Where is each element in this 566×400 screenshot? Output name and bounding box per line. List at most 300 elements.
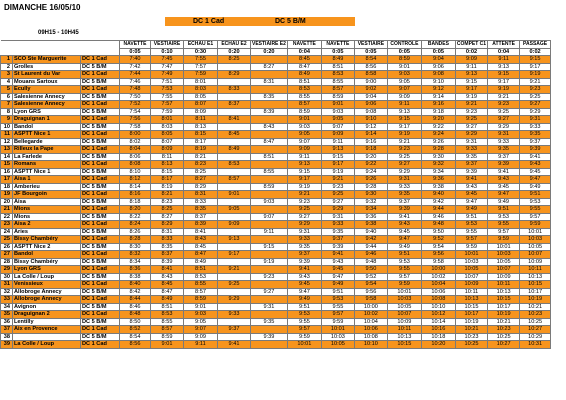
division: DC 1 Cad (81, 341, 120, 349)
row-number: 31 (1, 281, 13, 289)
row-number: 12 (1, 138, 13, 146)
time-cell: 10:02 (421, 273, 455, 281)
time-cell: 9:33 (387, 183, 421, 191)
time-cell: 8:27 (251, 63, 288, 71)
time-cell: 9:48 (354, 258, 387, 266)
time-cell: 8:46 (120, 303, 151, 311)
team-name: Ecully (13, 86, 81, 94)
team-name: St Laurent du Var (13, 71, 81, 79)
time-cell (251, 86, 288, 94)
time-cell: 8:39 (151, 258, 184, 266)
time-cell: 8:51 (251, 153, 288, 161)
time-cell: 9:43 (520, 161, 551, 169)
time-cell: 9:39 (455, 168, 487, 176)
time-cell: 9:51 (455, 213, 487, 221)
time-cell: 8:42 (120, 288, 151, 296)
time-cell: 10:13 (455, 296, 487, 304)
time-cell: 9:36 (354, 213, 387, 221)
time-cell: 9:22 (354, 161, 387, 169)
time-cell: 9:13 (387, 108, 421, 116)
time-cell: 10:01 (321, 326, 354, 334)
time-cell: 8:49 (287, 71, 321, 79)
time-cell: 7:52 (120, 101, 151, 109)
schedule-row (1, 123, 551, 131)
time-cell: 10:25 (455, 341, 487, 349)
time-cell: 8:53 (151, 311, 184, 319)
time-cell: 9:05 (184, 318, 218, 326)
time-cell: 9:13 (488, 63, 520, 71)
time-cell: 9:33 (218, 311, 251, 319)
time-cell: 9:41 (387, 213, 421, 221)
time-cell: 9:23 (251, 273, 288, 281)
division: DC 5 B/M (81, 228, 120, 236)
time-cell: 8:15 (184, 131, 218, 139)
time-cell: 8:19 (151, 183, 184, 191)
division: DC 5 B/M (81, 63, 120, 71)
time-cell: 8:23 (184, 161, 218, 169)
time-cell: 9:15 (251, 243, 288, 251)
time-cell: 10:01 (387, 288, 421, 296)
time-cell: 9:15 (520, 56, 551, 64)
time-cell: 8:29 (151, 221, 184, 229)
time-cell: 9:42 (421, 198, 455, 206)
schedule-row (1, 86, 551, 94)
time-cell: 8:53 (321, 71, 354, 79)
division: DC 5 B/M (81, 138, 120, 146)
time-cell: 8:47 (184, 251, 218, 259)
page-header (0, 0, 566, 40)
time-cell: 9:23 (321, 183, 354, 191)
time-cell: 10:20 (421, 341, 455, 349)
time-cell: 9:12 (354, 123, 387, 131)
division: DC 1 Cad (81, 221, 120, 229)
division: DC 5 B/M (81, 303, 120, 311)
schedule-date: DIMANCHE 16/05/10 (4, 3, 81, 12)
time-cell: 9:55 (520, 206, 551, 214)
time-cell: 7:47 (151, 63, 184, 71)
column-duration: 0:05 (421, 48, 455, 56)
time-cell: 8:39 (251, 108, 288, 116)
time-cell: 7:49 (151, 71, 184, 79)
time-cell: 9:33 (455, 146, 487, 154)
division-label-1: DC 1 Cad (193, 18, 225, 25)
time-cell: 9:30 (354, 191, 387, 199)
time-cell: 9:35 (287, 243, 321, 251)
time-cell: 8:40 (120, 281, 151, 289)
division: DC 1 Cad (81, 161, 120, 169)
team-name: Avignon (13, 303, 81, 311)
time-cell: 8:57 (218, 176, 251, 184)
time-cell: 8:55 (251, 168, 288, 176)
time-cell: 9:47 (321, 273, 354, 281)
schedule-row (1, 311, 551, 319)
team-name: ASPTT Nice 1 (13, 168, 81, 176)
time-cell: 9:31 (520, 116, 551, 124)
time-cell: 8:59 (387, 56, 421, 64)
time-cell: 9:33 (488, 138, 520, 146)
time-cell: 10:13 (387, 333, 421, 341)
schedule-row (1, 258, 551, 266)
time-cell: 8:33 (151, 236, 184, 244)
time-cell: 9:19 (387, 131, 421, 139)
column-duration: 0:02 (520, 48, 551, 56)
time-cell: 9:08 (354, 108, 387, 116)
time-cell: 7:57 (184, 63, 218, 71)
schedule-row (1, 326, 551, 334)
time-cell: 9:03 (321, 108, 354, 116)
time-cell: 10:06 (354, 326, 387, 334)
time-cell: 8:57 (287, 101, 321, 109)
duration-spacer (13, 48, 81, 56)
time-cell: 10:13 (488, 288, 520, 296)
time-cell: 9:07 (321, 123, 354, 131)
time-cell: 9:01 (184, 303, 218, 311)
time-cell: 8:26 (120, 228, 151, 236)
team-name: Bandol (13, 251, 81, 259)
division: DC 5 B/M (81, 78, 120, 86)
time-cell: 9:48 (421, 221, 455, 229)
time-cell: 8:00 (120, 131, 151, 139)
time-cell: 9:16 (421, 101, 455, 109)
column-header: VESTIAIRE (354, 41, 387, 49)
time-cell: 10:03 (520, 236, 551, 244)
column-duration: 0:05 (354, 48, 387, 56)
time-cell (251, 266, 288, 274)
time-cell: 10:12 (421, 311, 455, 319)
team-name: Lyon GRS (13, 266, 81, 274)
row-number: 35 (1, 311, 13, 319)
time-cell: 9:29 (387, 168, 421, 176)
time-cell: 9:01 (287, 116, 321, 124)
time-cell: 9:11 (455, 63, 487, 71)
time-cell: 9:26 (421, 138, 455, 146)
time-cell: 8:45 (287, 56, 321, 64)
time-cell: 8:05 (184, 93, 218, 101)
time-cell: 9:07 (287, 138, 321, 146)
time-cell: 9:41 (287, 266, 321, 274)
time-cell: 8:47 (287, 63, 321, 71)
time-cell (251, 236, 288, 244)
time-cell: 9:29 (287, 221, 321, 229)
time-cell: 9:49 (287, 296, 321, 304)
column-header: ECHAU E2 (218, 41, 251, 49)
duration-spacer (81, 48, 120, 56)
time-cell: 9:37 (520, 138, 551, 146)
time-cell: 9:54 (354, 281, 387, 289)
row-number: 8 (1, 108, 13, 116)
team-name: ASPTT Nice 2 (13, 243, 81, 251)
time-cell: 8:31 (184, 191, 218, 199)
column-duration: 0:10 (151, 48, 184, 56)
time-cell: 8:47 (151, 288, 184, 296)
time-cell: 10:11 (520, 266, 551, 274)
column-header-row (1, 41, 551, 49)
time-cell: 9:31 (251, 303, 288, 311)
time-cell: 8:36 (120, 266, 151, 274)
schedule-row (1, 71, 551, 79)
time-cell: 7:55 (184, 56, 218, 64)
team-name: Salesienne Annecy (13, 101, 81, 109)
team-name: Romans (13, 161, 81, 169)
time-cell: 9:57 (520, 213, 551, 221)
division: DC 1 Cad (81, 86, 120, 94)
time-cell: 9:13 (455, 71, 487, 79)
time-cell: 10:05 (520, 243, 551, 251)
team-name: Bandol (13, 123, 81, 131)
time-cell: 9:44 (354, 243, 387, 251)
time-cell: 9:53 (455, 221, 487, 229)
row-number: 32 (1, 288, 13, 296)
time-cell (251, 146, 288, 154)
time-cell: 10:00 (354, 303, 387, 311)
time-cell: 9:11 (321, 138, 354, 146)
row-number: 20 (1, 198, 13, 206)
column-header: NAVETTE (287, 41, 321, 49)
time-range: 09H15 - 10H45 (38, 30, 79, 36)
time-cell: 9:50 (354, 266, 387, 274)
time-cell: 10:15 (455, 303, 487, 311)
time-cell: 8:11 (151, 153, 184, 161)
time-cell: 9:17 (321, 161, 354, 169)
time-cell: 9:17 (287, 176, 321, 184)
team-name: ASPTT Nice 1 (13, 131, 81, 139)
time-cell: 8:39 (184, 221, 218, 229)
time-cell: 9:35 (321, 228, 354, 236)
time-cell: 9:39 (520, 146, 551, 154)
row-number: 16 (1, 168, 13, 176)
time-cell: 8:27 (151, 213, 184, 221)
time-cell: 9:17 (455, 86, 487, 94)
time-cell: 9:41 (321, 251, 354, 259)
time-cell: 9:55 (455, 228, 487, 236)
schedule-row (1, 78, 551, 86)
time-cell: 10:10 (421, 303, 455, 311)
time-cell: 9:25 (321, 191, 354, 199)
column-header: NAVETTE (321, 41, 354, 49)
time-cell: 7:42 (120, 63, 151, 71)
time-cell: 9:13 (321, 146, 354, 154)
time-cell: 9:03 (387, 71, 421, 79)
time-cell: 10:05 (321, 341, 354, 349)
time-cell: 9:37 (455, 161, 487, 169)
time-cell: 7:50 (120, 93, 151, 101)
time-cell: 7:54 (120, 108, 151, 116)
time-cell: 8:45 (151, 281, 184, 289)
column-duration: 0:20 (218, 48, 251, 56)
team-name: JF Bourgoin (13, 191, 81, 199)
time-cell: 8:30 (120, 243, 151, 251)
time-cell: 9:13 (218, 236, 251, 244)
row-number: 36 (1, 318, 13, 326)
division: DC 1 Cad (81, 296, 120, 304)
time-cell: 10:21 (520, 303, 551, 311)
team-name: Draguignan 1 (13, 116, 81, 124)
time-cell: 8:53 (184, 273, 218, 281)
time-cell: 9:05 (218, 206, 251, 214)
time-cell: 9:31 (287, 228, 321, 236)
header-spacer (13, 41, 81, 49)
time-cell: 9:55 (488, 221, 520, 229)
time-cell: 9:47 (287, 288, 321, 296)
time-cell: 9:53 (488, 213, 520, 221)
time-cell: 9:15 (455, 78, 487, 86)
time-cell: 9:21 (218, 266, 251, 274)
time-cell: 9:59 (520, 221, 551, 229)
schedule-row (1, 161, 551, 169)
time-cell (218, 228, 251, 236)
time-cell: 8:17 (184, 138, 218, 146)
time-cell: 9:29 (321, 206, 354, 214)
time-cell: 9:39 (488, 161, 520, 169)
time-cell: 9:07 (251, 213, 288, 221)
time-cell: 9:39 (287, 258, 321, 266)
time-cell: 10:25 (488, 333, 520, 341)
time-cell: 10:19 (455, 318, 487, 326)
team-name: Mouans Sartoux (13, 78, 81, 86)
time-cell: 7:58 (120, 123, 151, 131)
time-cell: 9:30 (421, 153, 455, 161)
team-name: Amberieu (13, 183, 81, 191)
time-cell: 9:04 (354, 93, 387, 101)
team-name: La Colle / Loup (13, 273, 81, 281)
division: DC 1 Cad (81, 101, 120, 109)
team-name: Lentilly (13, 318, 81, 326)
time-cell: 8:18 (120, 198, 151, 206)
team-name: La Colle / Loup (13, 341, 81, 349)
time-cell: 8:49 (218, 146, 251, 154)
division: DC 5 B/M (81, 168, 120, 176)
time-cell: 9:45 (387, 228, 421, 236)
row-number: 23 (1, 221, 13, 229)
time-cell: 9:35 (520, 131, 551, 139)
column-duration: 0:20 (251, 48, 288, 56)
time-cell: 9:25 (287, 206, 321, 214)
time-cell: 9:47 (488, 191, 520, 199)
time-cell (251, 131, 288, 139)
time-cell: 8:49 (151, 296, 184, 304)
row-number: 18 (1, 183, 13, 191)
team-name: Aisa (13, 198, 81, 206)
division-banner-1 (165, 17, 269, 26)
schedule-row (1, 318, 551, 326)
division: DC 1 Cad (81, 236, 120, 244)
time-cell: 8:51 (321, 63, 354, 71)
time-cell: 10:13 (520, 273, 551, 281)
time-cell (218, 123, 251, 131)
time-cell: 9:57 (287, 326, 321, 334)
time-cell: 9:43 (488, 176, 520, 184)
time-cell: 9:28 (421, 146, 455, 154)
division: DC 5 B/M (81, 288, 120, 296)
division: DC 5 B/M (81, 273, 120, 281)
team-name: Grolles (13, 63, 81, 71)
schedule-row (1, 116, 551, 124)
time-cell: 8:53 (218, 161, 251, 169)
time-cell: 9:41 (218, 341, 251, 349)
column-header: CONTRÔLE (387, 41, 421, 49)
row-number: 33 (1, 296, 13, 304)
time-cell: 8:09 (184, 108, 218, 116)
time-cell: 9:53 (387, 258, 421, 266)
time-cell: 9:20 (421, 116, 455, 124)
time-cell: 10:17 (455, 311, 487, 319)
time-cell: 9:35 (455, 153, 487, 161)
team-name: Aisa 2 (13, 221, 81, 229)
team-name: Aix en Provence (13, 326, 81, 334)
time-cell: 9:47 (520, 176, 551, 184)
time-cell (251, 296, 288, 304)
time-cell (251, 71, 288, 79)
row-number: 6 (1, 93, 13, 101)
time-cell (218, 198, 251, 206)
time-cell: 10:11 (455, 288, 487, 296)
time-cell: 9:43 (287, 273, 321, 281)
division: DC 1 Cad (81, 191, 120, 199)
time-cell (218, 243, 251, 251)
time-cell: 9:18 (421, 108, 455, 116)
time-cell: 9:21 (520, 78, 551, 86)
time-cell: 9:05 (321, 116, 354, 124)
time-cell: 8:31 (251, 78, 288, 86)
row-number: 17 (1, 176, 13, 184)
time-cell: 9:09 (184, 333, 218, 341)
time-cell: 9:23 (387, 146, 421, 154)
row-number: 39 (1, 341, 13, 349)
time-cell: 9:01 (321, 101, 354, 109)
time-cell: 9:03 (251, 198, 288, 206)
time-cell: 9:23 (520, 86, 551, 94)
time-cell: 8:32 (120, 251, 151, 259)
division: DC 1 Cad (81, 71, 120, 79)
time-cell: 9:42 (354, 236, 387, 244)
time-cell: 8:49 (184, 258, 218, 266)
time-cell: 9:21 (455, 101, 487, 109)
time-cell: 9:47 (387, 236, 421, 244)
time-cell: 8:33 (218, 86, 251, 94)
time-cell: 8:10 (120, 168, 151, 176)
time-cell: 9:55 (321, 303, 354, 311)
schedule-row (1, 206, 551, 214)
time-cell: 10:10 (354, 341, 387, 349)
row-number: 37 (1, 326, 13, 334)
time-cell: 8:59 (151, 333, 184, 341)
time-cell (218, 318, 251, 326)
time-cell: 9:12 (421, 86, 455, 94)
time-cell: 10:05 (488, 258, 520, 266)
time-cell: 9:19 (520, 71, 551, 79)
time-cell: 10:14 (421, 318, 455, 326)
row-number: 11 (1, 131, 13, 139)
time-cell: 8:06 (120, 153, 151, 161)
time-cell: 9:25 (520, 93, 551, 101)
time-cell: 9:43 (387, 221, 421, 229)
division: DC 1 Cad (81, 281, 120, 289)
time-cell: 10:09 (488, 273, 520, 281)
time-cell: 9:33 (287, 236, 321, 244)
time-cell: 10:03 (488, 251, 520, 259)
division-label-2: DC 5 B/M (275, 18, 306, 25)
time-cell: 9:26 (354, 176, 387, 184)
division: DC 1 Cad (81, 131, 120, 139)
time-cell (251, 341, 288, 349)
time-cell: 10:23 (488, 326, 520, 334)
time-cell: 9:22 (421, 123, 455, 131)
division: DC 1 Cad (81, 116, 120, 124)
time-cell: 9:39 (387, 206, 421, 214)
time-cell: 8:53 (287, 86, 321, 94)
row-number: 4 (1, 78, 13, 86)
team-name: Bissy Chambéry (13, 236, 81, 244)
